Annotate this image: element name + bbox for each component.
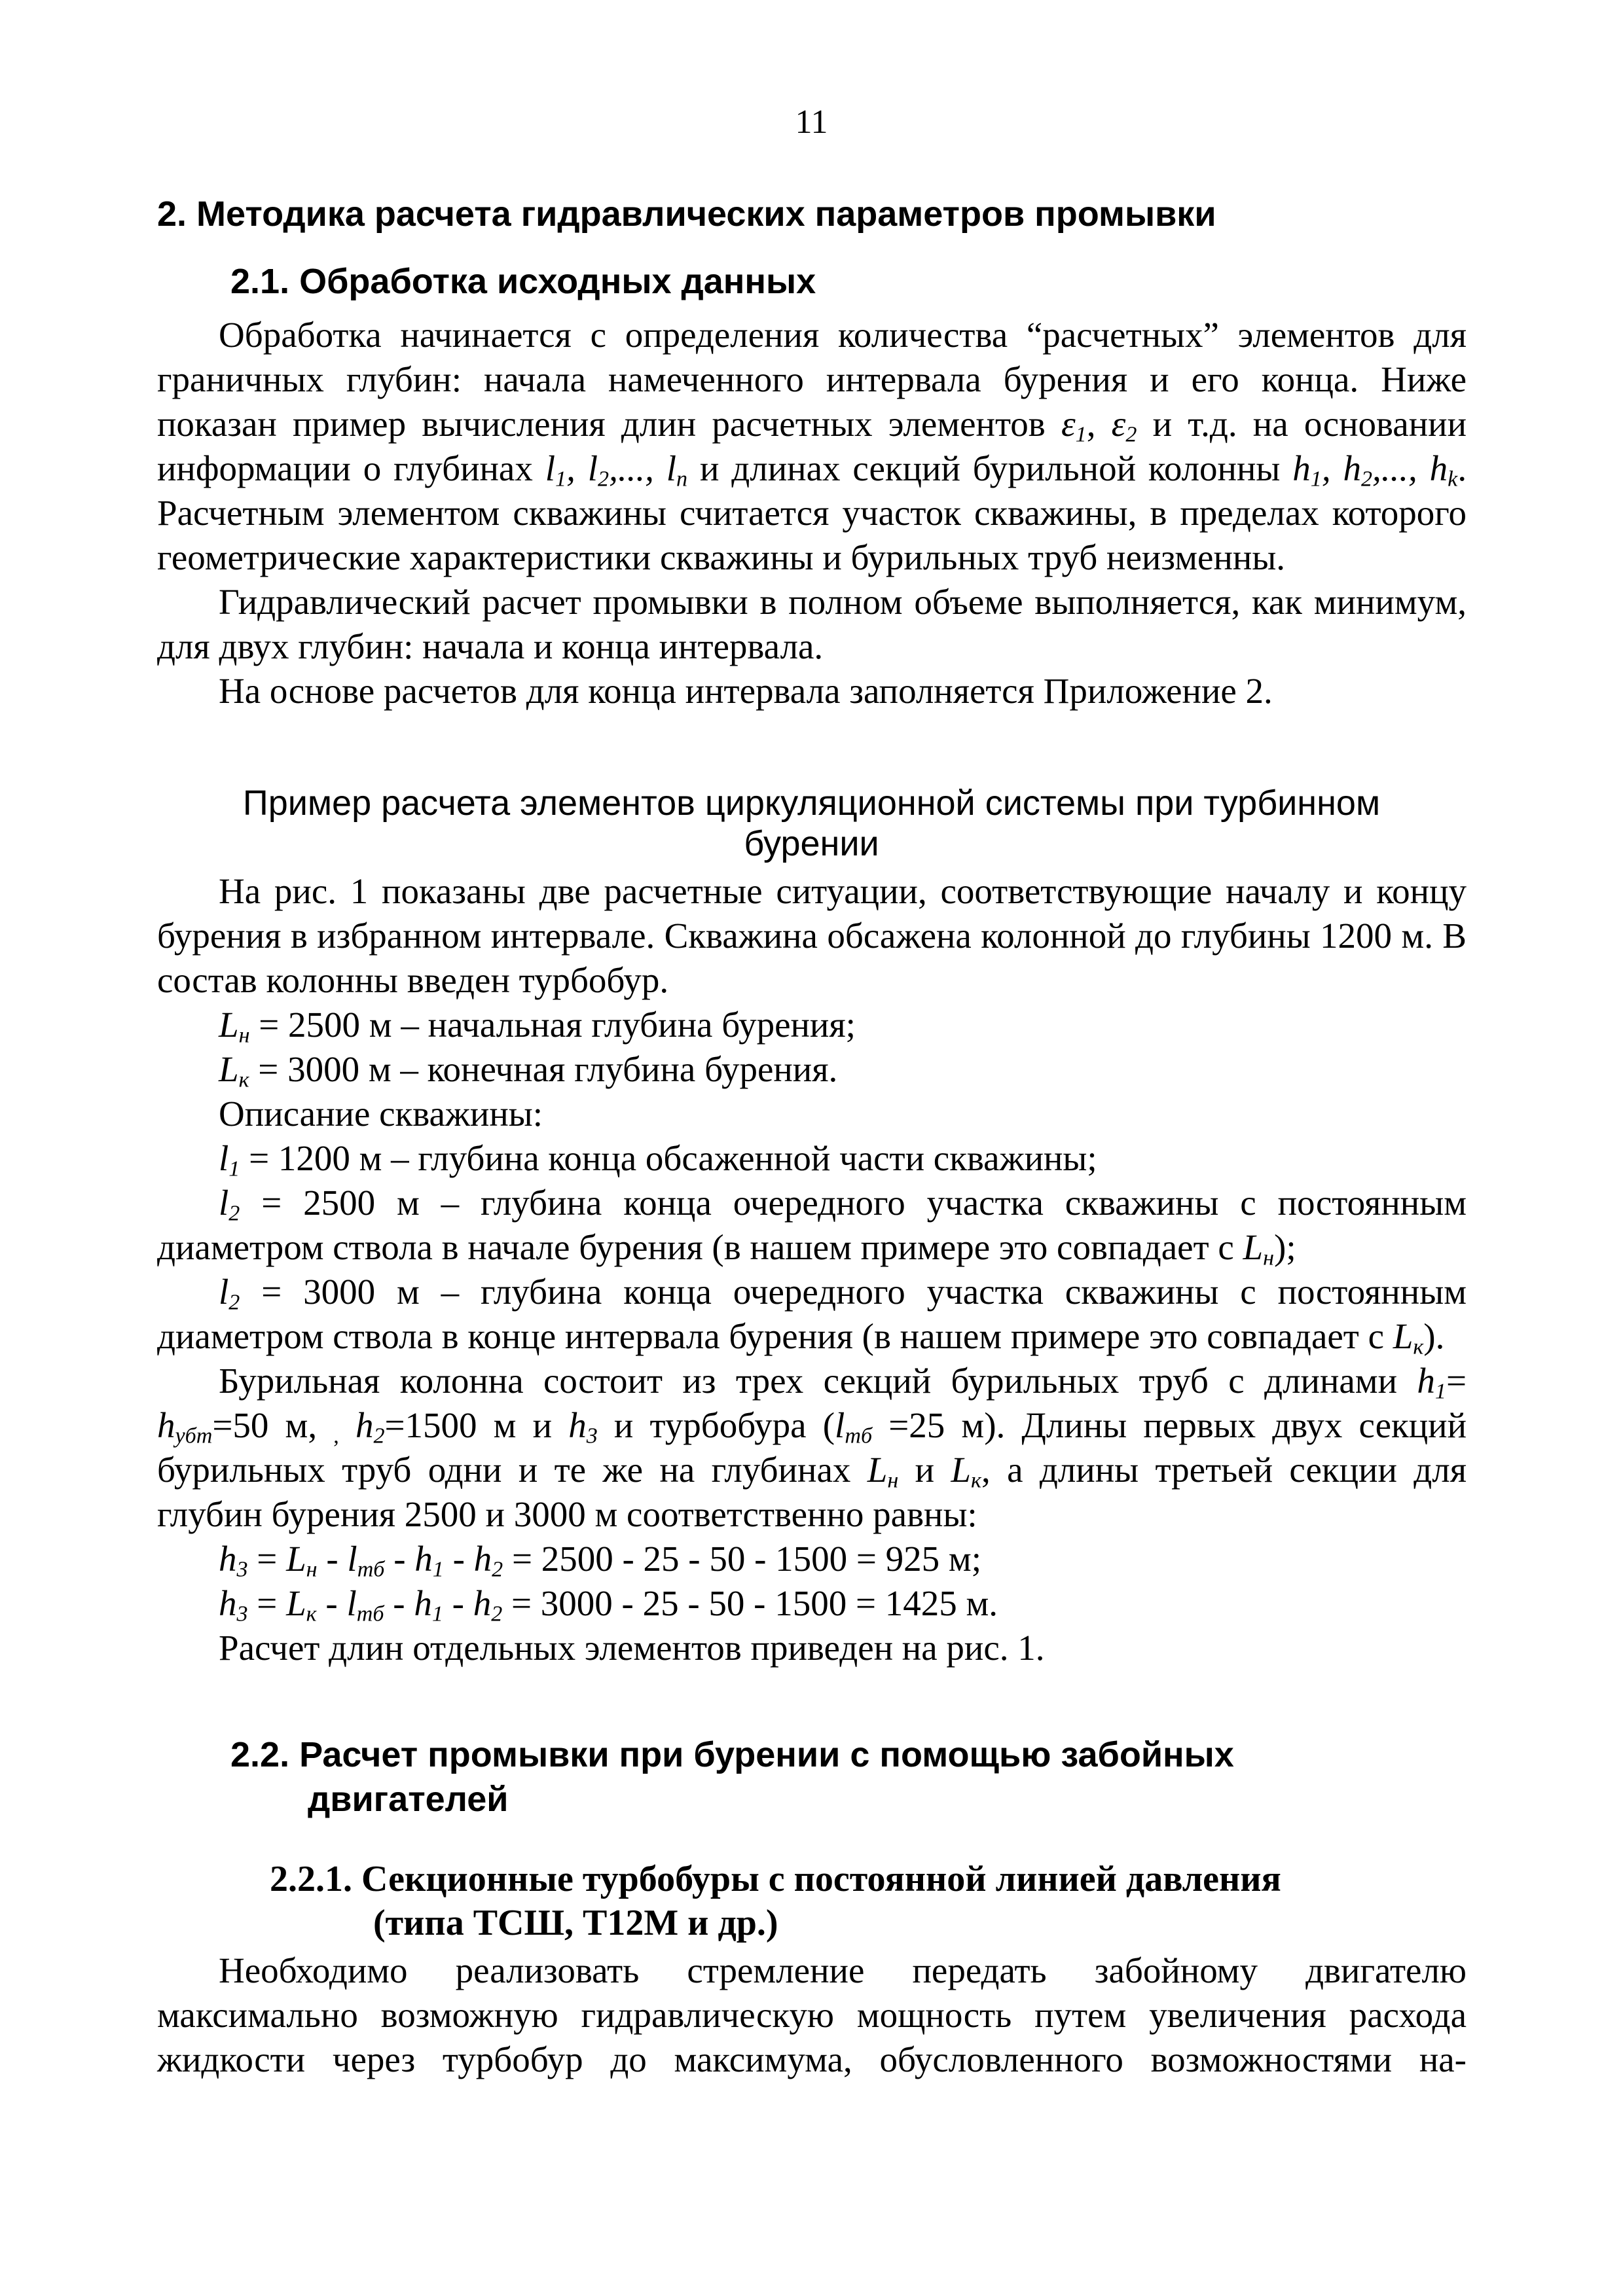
paragraph: Гидравлический расчет промывки в полном объеме выполняется, как минимум, для двух глубин: начала и конца интервала. — [157, 582, 1467, 666]
paragraph: Обработка начинается с определения количества “расчетных” элементов для граничных глубин: начала намеченного интервала бурения и его конца. Ниже показан пример вычисления длин расчетных элементов $\varepsilon_1$, $\varepsilon_2$ и т.д. на основании информации о глубинах $l_1$, $l_2$,..., $l_n$ и длинах секций бурильной колонны $h_1$, $h_2$,..., $h_k$. Расчетным элементом скважины считается участок скважины, в пределах которого геометрические характеристики скважины и бурильных труб неизменны. — [157, 315, 1467, 577]
example-body — [157, 869, 1467, 1670]
l1-definition: $l_1 = 1200$ м – глубина конца обсаженной части скважины; — [219, 1138, 1097, 1181]
section-2-2-heading-line-2: двигателей — [308, 1780, 509, 1819]
drill-string-paragraph: Бурильная колонна состоит из трех секций бурильных труб с длинами $h_1= h_{убт}=50$ м, $_,$ $h_2=1500$ м и $h_3$ и турбобура ($l_{тб} =25$ м). Длины первых двух секций бурильных труб одни и те же на глубинах $L_н$ и $L_к$, а длины третьей секции для глубин бурения 2500 и 3000 м соответственно равны: — [157, 1361, 1467, 1534]
lk-definition: $L_к = 3000$ м – конечная глубина бурения. — [219, 1049, 838, 1092]
example-heading-line-1: Пример расчета элементов циркуляционной системы при турбинном — [242, 783, 1381, 823]
paragraph: Расчет длин отдельных элементов приведен на рис. 1. — [219, 1628, 1045, 1668]
l2-start-definition: $l_2 = 2500$ м – глубина конца очередного участка скважины с постоянным диаметром ствола в начале бурения (в нашем примере это совпадает с $L_н$); — [157, 1183, 1467, 1270]
example-heading-line-2: бурении — [744, 824, 879, 863]
section-2-1-body — [157, 313, 1467, 713]
equation-h3-end: $h_3 = L_к - l_{тб} - h_1 - h_2 = 3000 - 25 - 50 - 1500 = 1425$ м. — [219, 1583, 998, 1626]
section-2-2-1-heading-line-2: (типа ТСШ, Т12М и др.) — [373, 1903, 778, 1943]
page-number: 11 — [795, 103, 828, 141]
well-description-label: Описание скважины: — [219, 1094, 543, 1134]
l2-end-definition: $l_2 = 3000$ м – глубина конца очередного участка скважины с постоянным диаметром ствола в конце интервала бурения (в нашем примере это совпадает с $L_к$). — [157, 1272, 1467, 1359]
section-2-2-1-body — [157, 1948, 1467, 2082]
ln-definition: $L_н = 2500$ м – начальная глубина бурения; — [219, 1005, 856, 1048]
equation-h3-start: $h_3 = L_н - l_{тб} - h_1 - h_2 = 2500 - 25 - 50 - 1500 = 925$ м; — [219, 1539, 982, 1582]
section-2-2-heading-line-1: 2.2. Расчет промывки при бурении с помощью забойных — [230, 1735, 1234, 1774]
paragraph: На основе расчетов для конца интервала заполняется Приложение 2. — [219, 671, 1273, 711]
paragraph: На рис. 1 показаны две расчетные ситуации, соответствующие началу и концу бурения в избранном интервале. Скважина обсажена колонной до глубины 1200 м. В состав колонны введен турбобур. — [157, 871, 1467, 1000]
section-2-heading: 2. Методика расчета гидравлических параметров промывки — [157, 194, 1216, 234]
paragraph: Необходимо реализовать стремление передать забойному двигателю максимально возможную гидравлическую мощность путем увеличения расхода жидкости через турбобур до максимума, обусловленного возможностями на- — [157, 1950, 1467, 2079]
section-2-2-1-heading-line-1: 2.2.1. Секционные турбобуры с постоянной линией давления — [270, 1859, 1281, 1899]
section-2-1-heading: 2.1. Обработка исходных данных — [230, 262, 816, 301]
